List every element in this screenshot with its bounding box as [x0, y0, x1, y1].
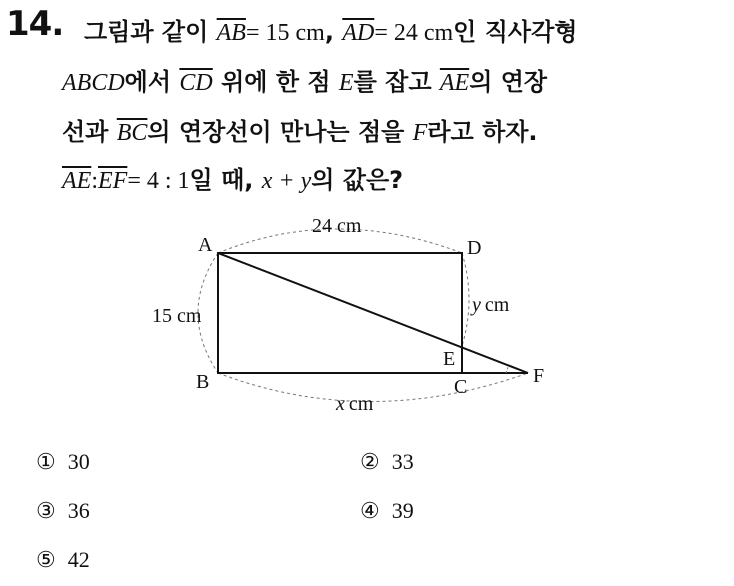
question-text: 일 때, — [189, 166, 262, 194]
rectangle-abcd — [218, 253, 462, 373]
question-line-4 — [62, 160, 403, 195]
comma: , — [324, 18, 343, 46]
question-text: 에서 — [124, 68, 180, 96]
var-x: x — [336, 393, 345, 415]
choice-value: 39 — [391, 498, 414, 523]
angle-mark-f — [506, 366, 508, 373]
segment-ab: $\overline{AB}$ — [216, 20, 246, 46]
length-ad: = 24 cm — [374, 20, 454, 46]
segment-cd: $\overline{CD}$ — [179, 70, 213, 96]
choice-number: ⑤ — [36, 547, 56, 572]
line-af — [218, 253, 528, 373]
unit-cm: cm — [484, 294, 510, 316]
segment-ae: $\overline{AE}$ — [439, 70, 470, 96]
label-bottom-length — [335, 393, 374, 415]
choice-number: ③ — [36, 498, 56, 523]
point-f: F — [412, 120, 428, 146]
right-dimension-arc — [462, 253, 469, 346]
question-line-3 — [62, 112, 538, 147]
label-e: E — [443, 348, 456, 370]
choice-4[interactable] — [360, 498, 414, 524]
choice-2[interactable] — [360, 449, 414, 475]
label-f: F — [533, 365, 545, 387]
label-top-length: 24 cm — [312, 215, 362, 237]
question-line-1 — [84, 12, 577, 47]
geometry-figure — [140, 205, 560, 420]
choice-value: 36 — [67, 498, 90, 523]
label-right-length — [470, 294, 510, 316]
question-number: 14. — [6, 4, 64, 44]
length-ab: = 15 cm — [245, 20, 325, 46]
label-b: B — [196, 371, 210, 393]
segment-ae: $\overline{AE}$ — [62, 168, 92, 194]
question-text: 인 직사각형 — [453, 18, 578, 46]
ratio: = 4 : 1 — [127, 168, 190, 194]
choice-number: ② — [360, 449, 380, 474]
colon: : — [91, 168, 98, 194]
point-e: E — [338, 70, 354, 96]
segment-ef: $\overline{EF}$ — [98, 168, 128, 194]
choice-1[interactable] — [36, 449, 90, 475]
question-text: 의 연장 — [469, 68, 548, 96]
question-line-2 — [62, 62, 547, 97]
choice-3[interactable] — [36, 498, 90, 524]
choice-number: ④ — [360, 498, 380, 523]
label-c: C — [454, 376, 468, 398]
segment-ad: $\overline{AD}$ — [342, 20, 375, 46]
question-text: 라고 하자. — [427, 118, 538, 146]
label-d: D — [467, 237, 482, 259]
question-text: 그림과 같이 — [84, 18, 217, 46]
rectangle-name: ABCD — [62, 70, 125, 96]
question-text: 의 연장선이 만나는 점을 — [147, 118, 413, 146]
question-text: 를 잡고 — [353, 68, 440, 96]
question-text: 위에 한 점 — [212, 68, 339, 96]
unit-cm: cm — [348, 393, 374, 415]
var-y: y — [472, 294, 481, 316]
expression: x + y — [261, 168, 312, 194]
question-text: 선과 — [62, 118, 117, 146]
choice-value: 42 — [67, 547, 90, 572]
label-a: A — [198, 234, 213, 256]
choice-value: 33 — [391, 449, 414, 474]
question-text: 의 값은? — [311, 166, 404, 194]
choice-value: 30 — [67, 449, 90, 474]
label-left-length: 15 cm — [152, 305, 202, 327]
choice-5[interactable] — [36, 547, 90, 573]
choice-number: ① — [36, 449, 56, 474]
segment-bc: $\overline{BC}$ — [116, 120, 148, 146]
